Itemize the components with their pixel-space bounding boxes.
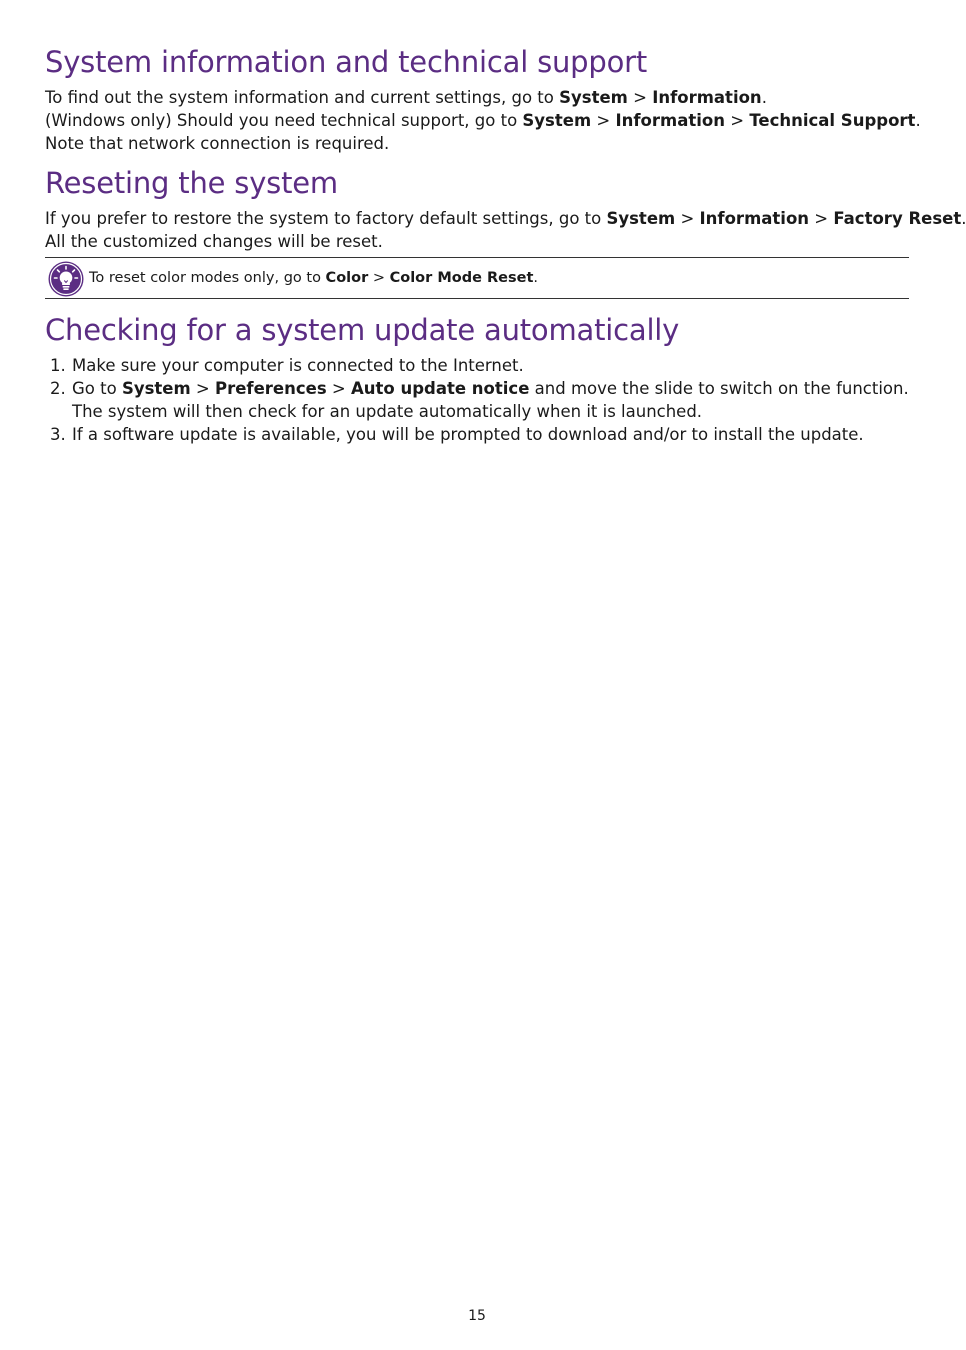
menu-path: Information (699, 209, 810, 228)
list-item-text: If a software update is available, you will be prompted to download and/or to install the update. (72, 425, 864, 444)
list-number: 1. (50, 356, 66, 375)
menu-path: Color Mode Reset (389, 270, 534, 286)
paragraph: All the customized changes will be reset. (45, 232, 383, 251)
page-number: 15 (468, 1308, 486, 1324)
update-steps-list (45, 354, 909, 446)
menu-path: System (559, 88, 628, 107)
heading-system-update: Checking for a system update automatically (45, 313, 680, 347)
list-number: 3. (50, 425, 66, 444)
list-item (45, 423, 909, 446)
list-item-text: Go to System > Preferences > Auto update notice and move the slide to switch on the function. The system will then check for an update automatically when it is launched. (72, 379, 909, 421)
system-information-body (45, 86, 921, 155)
heading-reseting-system: Reseting the system (45, 166, 338, 200)
list-item (45, 377, 909, 423)
menu-path: Technical Support (749, 111, 916, 130)
list-number: 2. (50, 379, 66, 398)
list-item-text: Make sure your computer is connected to the Internet. (72, 356, 524, 375)
menu-path: Information (652, 88, 762, 107)
menu-path: System (121, 379, 191, 398)
heading-system-information: System information and technical support (45, 45, 648, 79)
tip-text: To reset color modes only, go to Color > Color Mode Reset. (89, 270, 539, 286)
paragraph: (Windows only) Should you need technical support, go to System > Information > Technical Support. (45, 111, 921, 130)
menu-path: Factory Reset (833, 209, 962, 228)
tip-box (45, 257, 909, 299)
paragraph: Note that network connection is required. (45, 134, 390, 153)
list-item (45, 354, 909, 377)
paragraph: If you prefer to restore the system to factory default settings, go to System > Information > Factory Reset. (45, 209, 966, 228)
menu-path: Preferences (215, 379, 327, 398)
lightbulb-icon (48, 261, 84, 297)
menu-path: Information (615, 111, 725, 130)
paragraph: To find out the system information and current settings, go to System > Information. (45, 88, 767, 107)
reset-body (45, 207, 966, 253)
menu-path: Auto update notice (351, 379, 530, 398)
menu-path: System (522, 111, 592, 130)
menu-path: System (606, 209, 676, 228)
menu-path: Color (325, 270, 369, 286)
